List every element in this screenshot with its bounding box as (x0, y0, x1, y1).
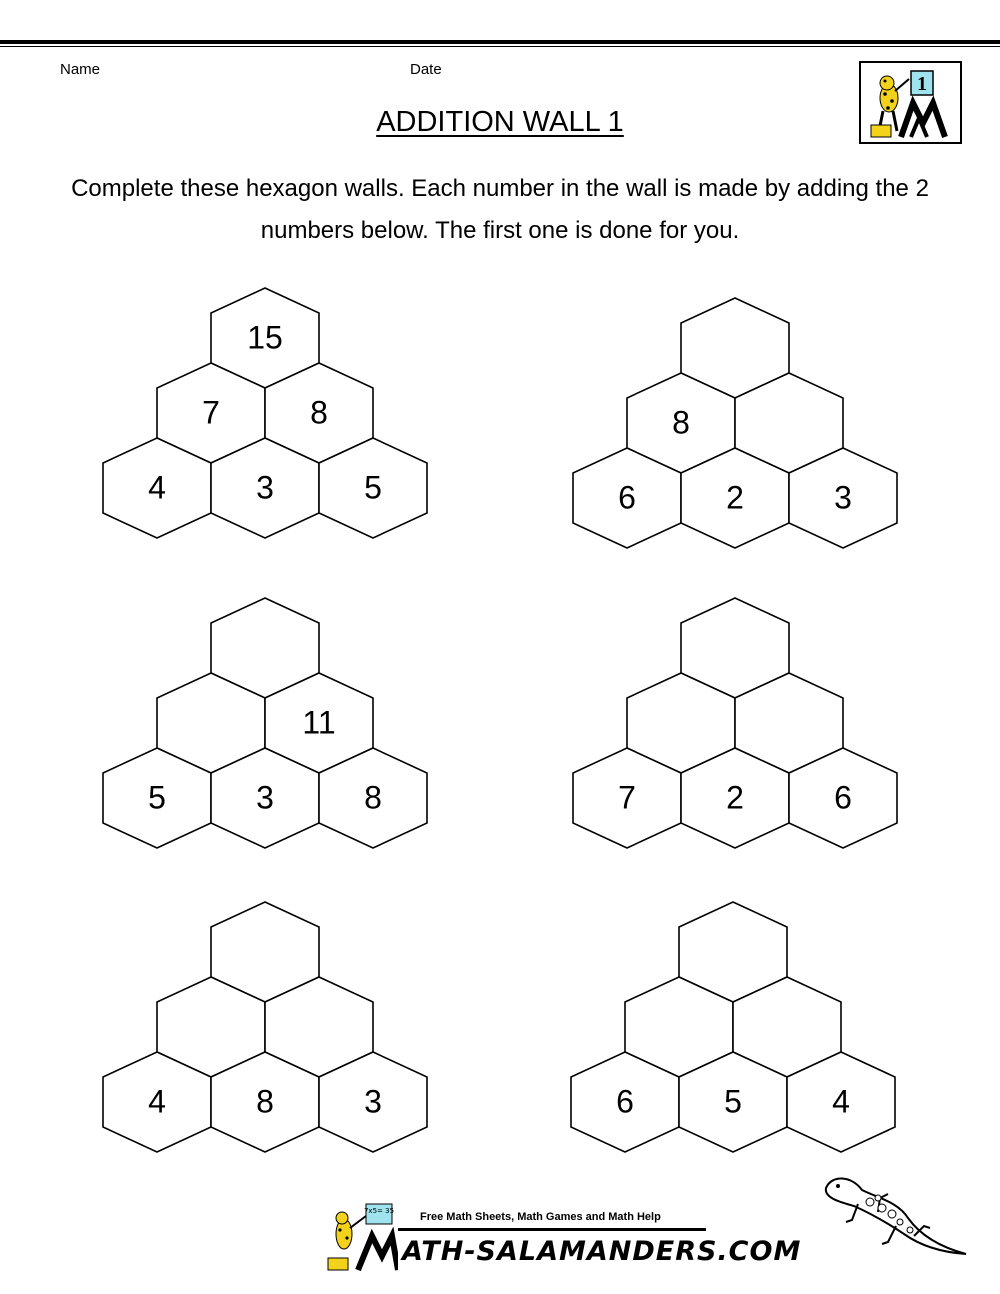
addition-wall (571, 902, 895, 1152)
hex-bottom-middle-number: 5 (724, 1083, 742, 1120)
addition-wall (573, 298, 897, 548)
hex-bottom-middle-number: 3 (256, 779, 274, 816)
footer-logo-badge: 7x5= 35 (363, 1207, 395, 1215)
hex-bottom-left-number: 7 (618, 779, 636, 816)
hex-bottom-right-number: 5 (364, 469, 382, 506)
hex-bottom-left-number: 6 (616, 1083, 634, 1120)
hex-middle-left-number: 7 (202, 394, 220, 431)
hex-middle-right-number: 8 (310, 394, 328, 431)
hex-top-number: 15 (247, 319, 283, 356)
hex-bottom-right-number: 3 (364, 1083, 382, 1120)
logo-badge-number: 1 (917, 73, 927, 95)
hex-bottom-left-number: 6 (618, 479, 636, 516)
hex-bottom-right-number: 3 (834, 479, 852, 516)
hex-bottom-middle-number: 3 (256, 469, 274, 506)
hex-bottom-right-number: 6 (834, 779, 852, 816)
hex-middle-left-number: 8 (672, 404, 690, 441)
hex-bottom-left-number: 4 (148, 1083, 166, 1120)
footer-tagline: Free Math Sheets, Math Games and Math Help (420, 1211, 661, 1223)
page-title: ADDITION WALL 1 (376, 106, 624, 138)
footer-site-name: ATH-SALAMANDERS.COM (402, 1236, 802, 1267)
addition-wall (103, 902, 427, 1152)
hex-bottom-middle-number: 2 (726, 479, 744, 516)
name-label: Name (60, 61, 101, 78)
hex-bottom-right-number: 4 (832, 1083, 850, 1120)
hex-bottom-left-number: 4 (148, 469, 166, 506)
salamander-illustration-icon (818, 1168, 970, 1264)
hex-bottom-left-number: 5 (148, 779, 166, 816)
hex-bottom-middle-number: 8 (256, 1083, 274, 1120)
hex-bottom-right-number: 8 (364, 779, 382, 816)
addition-wall (103, 598, 427, 848)
date-label: Date (410, 61, 442, 78)
addition-wall (573, 598, 897, 848)
hex-bottom-middle-number: 2 (726, 779, 744, 816)
footer-rule (398, 1228, 706, 1231)
hex-middle-right-number: 11 (302, 704, 336, 741)
instructions: Complete these hexagon walls. Each number in the wall is made by adding the 2 numbers below. The first one is done for you. (71, 175, 929, 244)
addition-wall (103, 288, 427, 538)
footer-logo-icon (322, 1202, 398, 1272)
